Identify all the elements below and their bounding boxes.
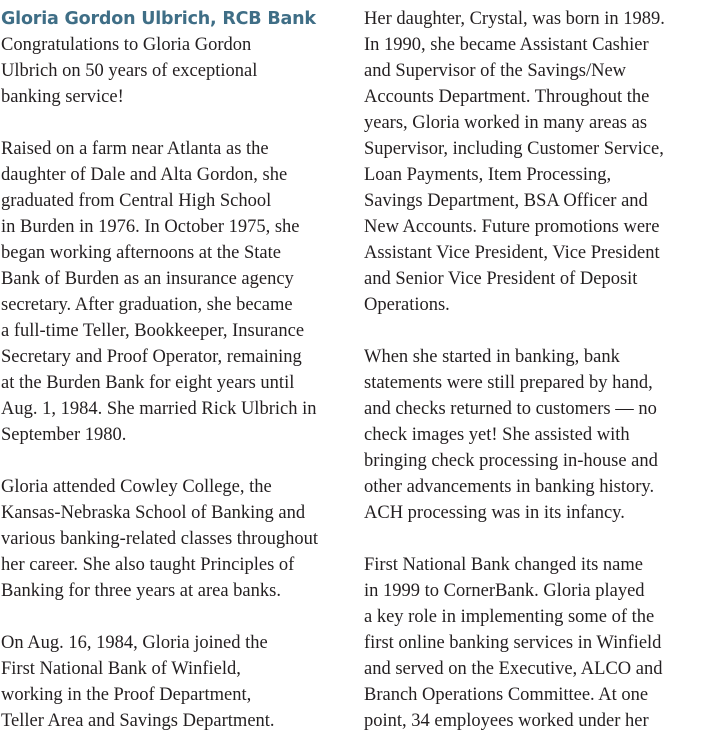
text-line: Accounts Department. Throughout the (364, 87, 650, 107)
text-line: Ulbrich on 50 years of exceptional (1, 61, 258, 81)
text-line: Kansas-Nebraska School of Banking and (1, 503, 306, 523)
text-line: a key role in implementing some of the (364, 607, 655, 627)
text-line: Savings Department, BSA Officer and (364, 191, 648, 211)
text-line: bringing check processing in-house and (364, 451, 658, 471)
text-line: In 1990, she became Assistant Cashier (364, 35, 649, 55)
text-line: and checks returned to customers — no (364, 399, 657, 419)
text-line: graduated from Central High School (1, 191, 272, 211)
text-line: began working afternoons at the State (1, 243, 281, 263)
left-column (1, 6, 351, 734)
text-line: First National Bank changed its name (364, 555, 643, 575)
text-line: Loan Payments, Item Processing, (364, 165, 612, 185)
text-line: Raised on a farm near Atlanta as the (1, 139, 269, 159)
text-line: Assistant Vice President, Vice President (364, 243, 660, 263)
right-column (364, 6, 700, 734)
text-line: Her daughter, Crystal, was born in 1989. (364, 9, 665, 29)
text-line: at the Burden Bank for eight years until (1, 373, 295, 393)
text-line: Banking for three years at area banks. (1, 581, 281, 601)
text-line: New Accounts. Future promotions were (364, 217, 660, 237)
text-line: Secretary and Proof Operator, remaining (1, 347, 302, 367)
text-line: On Aug. 16, 1984, Gloria joined the (1, 633, 268, 653)
text-line: Branch Operations Committee. At one (364, 685, 649, 705)
paragraph-break (1, 604, 351, 630)
text-line: in Burden in 1976. In October 1975, she (1, 217, 300, 237)
article-headline: Gloria Gordon Ulbrich, RCB Bank (1, 9, 316, 29)
text-line: daughter of Dale and Alta Gordon, she (1, 165, 288, 185)
paragraph-break (1, 448, 351, 474)
text-line: Supervisor, including Customer Service, (364, 139, 664, 159)
left-column-text (1, 32, 351, 734)
text-line: secretary. After graduation, she became (1, 295, 293, 315)
text-line: Aug. 1, 1984. She married Rick Ulbrich in (1, 399, 317, 419)
text-line: September 1980. (1, 425, 127, 445)
text-line: statements were still prepared by hand, (364, 373, 653, 393)
text-line: and served on the Executive, ALCO and (364, 659, 663, 679)
text-line: check images yet! She assisted with (364, 425, 630, 445)
text-line: Bank of Burden as an insurance agency (1, 269, 294, 289)
text-line: other advancements in banking history. (364, 477, 655, 497)
text-line: When she started in banking, bank (364, 347, 620, 367)
text-line: point, 34 employees worked under her (364, 711, 649, 731)
text-line: various banking-related classes throughout (1, 529, 318, 549)
text-line: and Supervisor of the Savings/New (364, 61, 627, 81)
text-line: Gloria attended Cowley College, the (1, 477, 272, 497)
paragraph-break (364, 526, 700, 552)
text-line: Congratulations to Gloria Gordon (1, 35, 252, 55)
text-line: Operations. (364, 295, 450, 315)
text-line: and Senior Vice President of Deposit (364, 269, 638, 289)
text-line: a full-time Teller, Bookkeeper, Insurance (1, 321, 305, 341)
text-line: First National Bank of Winfield, (1, 659, 241, 679)
text-line: years, Gloria worked in many areas as (364, 113, 648, 133)
right-column-text (364, 6, 700, 734)
text-line: first online banking services in Winfield (364, 633, 662, 653)
paragraph-break (364, 318, 700, 344)
paragraph-break (1, 110, 351, 136)
text-line: banking service! (1, 87, 124, 107)
text-line: her career. She also taught Principles of (1, 555, 295, 575)
text-line: Teller Area and Savings Department. (1, 711, 275, 731)
text-line: in 1999 to CornerBank. Gloria played (364, 581, 645, 601)
text-line: working in the Proof Department, (1, 685, 252, 705)
text-line: ACH processing was in its infancy. (364, 503, 625, 523)
